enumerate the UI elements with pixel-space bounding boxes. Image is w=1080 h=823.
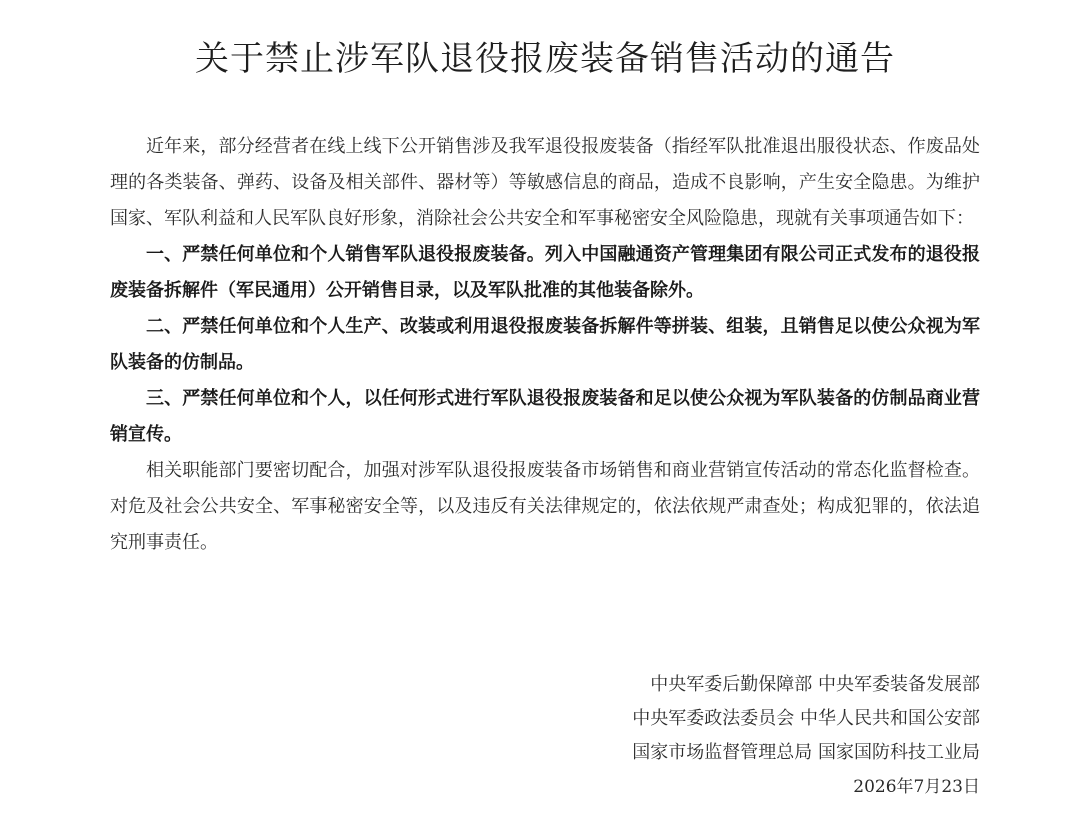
issue-date: 2026年7月23日: [853, 777, 980, 797]
paragraph-item-3: 三、严禁任何单位和个人，以任何形式进行军队退役报废装备和足以使公众视为军队装备的仿制品商业营销宣传。: [110, 388, 980, 445]
signatory-line-1: 中央军委后勤保障部 中央军委装备发展部: [650, 674, 980, 695]
paragraph-item-2: 二、严禁任何单位和个人生产、改装或利用退役报废装备拆解件等拼装、组装，且销售足以使公众视为军队装备的仿制品。: [110, 316, 980, 373]
signatory-line-2: 中央军委政法委员会 中华人民共和国公安部: [632, 708, 980, 729]
signatory-line-3: 国家市场监督管理总局 国家国防科技工业局: [632, 742, 980, 763]
paragraph-closing: 相关职能部门要密切配合，加强对涉军队退役报废装备市场销售和商业营销宣传活动的常态化监督检查。对危及社会公共安全、军事秘密安全等，以及违反有关法律规定的，依法依规严肃查处；构成犯罪的，依法追究刑事责任。: [110, 460, 980, 553]
document-title: 关于禁止涉军队退役报废装备销售活动的通告: [195, 39, 895, 79]
paragraph-item-1: 一、严禁任何单位和个人销售军队退役报废装备。列入中国融通资产管理集团有限公司正式发布的退役报废装备拆解件（军民通用）公开销售目录，以及军队批准的其他装备除外。: [110, 244, 980, 301]
document-body: [110, 129, 980, 561]
paragraph-intro: 近年来，部分经营者在线上线下公开销售涉及我军退役报废装备（指经军队批准退出服役状态、作废品处理的各类装备、弹药、设备及相关部件、器材等）等敏感信息的商品，造成不良影响，产生安全隐患。为维护国家、军队利益和人民军队良好形象，消除社会公共安全和军事秘密安全风险隐患，现就有关事项通告如下：: [110, 136, 980, 229]
signature-block: [632, 668, 980, 804]
